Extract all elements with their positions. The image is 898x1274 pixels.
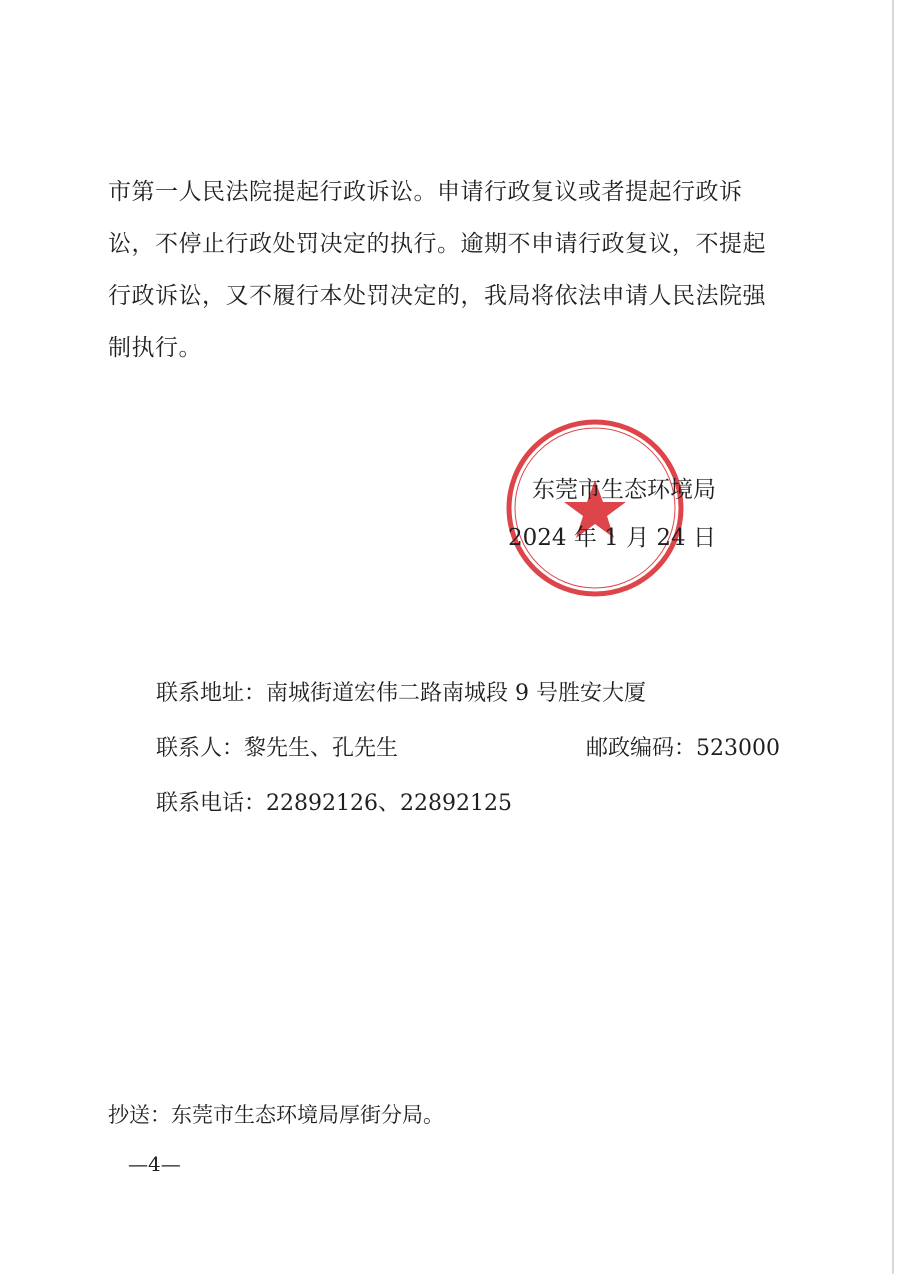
contact-address-row bbox=[156, 666, 796, 721]
body-line-1: 市第一人民法院提起行政诉讼。申请行政复议或者提起行政诉 bbox=[108, 179, 743, 205]
signature-block bbox=[496, 466, 716, 562]
scan-edge-divider bbox=[892, 0, 894, 1274]
phone-value: 22892126、22892125 bbox=[266, 791, 512, 816]
phone-label: 联系电话： bbox=[156, 791, 267, 816]
contact-phone-row bbox=[156, 776, 796, 831]
body-line-2: 讼，不停止行政处罚决定的执行。逾期不申请行政复议，不提起 bbox=[108, 231, 766, 257]
body-paragraph bbox=[108, 166, 798, 374]
body-line-3: 行政诉讼，又不履行本处罚决定的，我局将依法申请人民法院强 bbox=[108, 283, 766, 309]
issuer-name: 东莞市生态环境局 bbox=[532, 477, 716, 503]
address-value: 南城街道宏伟二路南城段 9 号胜安大厦 bbox=[266, 681, 647, 706]
person-value: 黎先生、孔先生 bbox=[244, 736, 399, 761]
address-label: 联系地址： bbox=[156, 681, 267, 706]
postal-value: 523000 bbox=[696, 736, 780, 761]
body-line-4: 制执行。 bbox=[108, 335, 202, 361]
cc-value: 东莞市生态环境局厚街分局。 bbox=[171, 1103, 444, 1127]
postal-code bbox=[586, 721, 780, 776]
page-number: —4— bbox=[128, 1152, 181, 1176]
contact-person-row bbox=[156, 721, 796, 776]
person-label: 联系人： bbox=[156, 736, 245, 761]
cc-label: 抄送： bbox=[108, 1103, 171, 1127]
issue-date: 2024 年 1 月 24 日 bbox=[508, 525, 716, 551]
postal-label: 邮政编码： bbox=[586, 736, 697, 761]
cc-line bbox=[108, 1095, 444, 1135]
contact-info bbox=[156, 666, 796, 831]
